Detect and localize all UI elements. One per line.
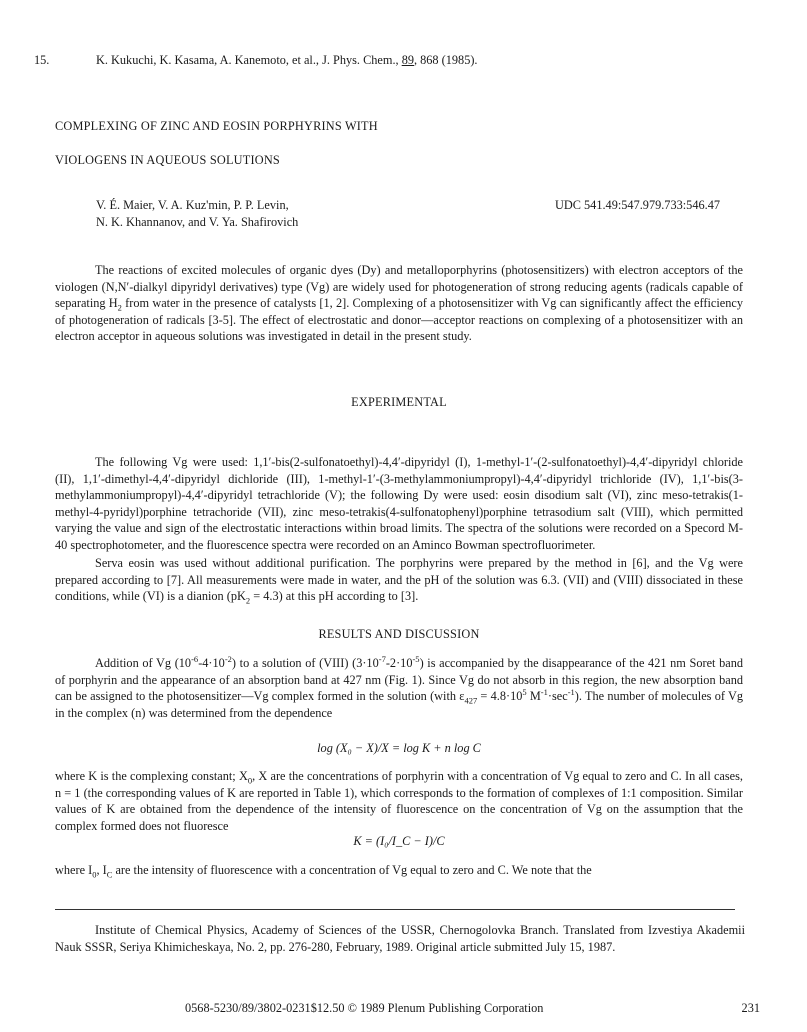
res-g: M bbox=[526, 689, 541, 704]
where2-sub1: 0 bbox=[92, 869, 97, 880]
res-a: Addition of Vg (10 bbox=[95, 656, 192, 670]
intro-text-b: from water in the presence of catalysts [1, 2]. Complexing of a photosensitizer with Vg can significantly affect the efficiency of photogeneration of radicals [3-5]. The effect of electrostatic and donor—acceptor reactions on complexing of a photosensitizer with an electron acceptor in aqueous solutions was investigated in detail in the present study. bbox=[55, 296, 743, 344]
exp2-text-a: Serva eosin was used without additional purification. The porphyrins were prepared by the method in [6], and the Vg were prepared according to [7]. All measurements were made in water, and the pH of the solution was 6.3. (VII) and (VIII) dissociated in these conditions, while (VI) is a dianion (pK bbox=[55, 556, 743, 604]
experimental-paragraph-1: The following Vg were used: 1,1′-bis(2-sulfonatoethyl)-4,4′-dipyridyl (I), 1-methyl-1′-(2-sulfonatoethyl)-4,4′-dipyridyl chloride (II), 1,1′-dimethyl-4,4′-dipyridyl dichloride (III), 1-methyl-1′-(3-methylammoniumpropyl)-4,4′-dipyridyl trichloride (IV), 1,1′-bis(3-methylammoniumpropyl)-4,4′-dipyridyl tetrachloride (V); the following Dy were used: eosin disodium salt (VI), zinc meso-tetrakis(1-methyl-4-pyridyl)porphine tetrachoride (VII), zinc meso-tetrakis(4-sulfonatophenyl)porphine tetrasodium salt (VIII), which permitted varying the value and sign of the electrostatic interactions within broad limits. The spectra of the solutions were recorded on a Specord M-40 spectrophotometer, and the fluorescence spectra were recorded on an Aminco Bowman spectrofluorimeter. bbox=[55, 455, 743, 552]
res-c: ) to a solution of (VIII) (3·10 bbox=[231, 656, 379, 670]
where1-a: where K is the complexing constant; X bbox=[55, 769, 248, 783]
where1-b: , X are the concentrations of porphyrin with a concentration of Vg equal to zero and C. In all cases, n = 1 (the corresponding values of K are reported in Table 1), which corresponds to the formation of complexes of 1:1 composition. Similar values of K are obtained from the dependence of the intensity of fluorescence on the concentration of Vg on the assumption that the complex formed does not fluoresce bbox=[55, 769, 743, 833]
intro-paragraph bbox=[55, 262, 743, 345]
article-title-line-1: COMPLEXING OF ZINC AND EOSIN PORPHYRINS WITH bbox=[55, 119, 378, 133]
res-sup1: -6 bbox=[191, 653, 199, 664]
res-sup5: 5 bbox=[522, 687, 527, 698]
results-paragraph-1 bbox=[55, 655, 743, 721]
res-sup2: -2 bbox=[224, 653, 232, 664]
heading-experimental: EXPERIMENTAL bbox=[351, 395, 447, 409]
footnote-divider bbox=[55, 909, 735, 910]
res-i: ). The number of molecules of Vg in the complex (n) was determined from the dependence bbox=[55, 689, 743, 720]
where2-b: , I bbox=[96, 863, 107, 877]
reference-entry bbox=[34, 52, 734, 69]
article-title-line-2: VIOLOGENS IN AQUEOUS SOLUTIONS bbox=[55, 153, 280, 167]
reference-volume: 89 bbox=[401, 53, 414, 67]
authors-line-1: V. É. Maier, V. A. Kuz'min, P. P. Levin, bbox=[96, 198, 289, 212]
reference-tail: , 868 (1985). bbox=[413, 53, 478, 67]
intro-sub: 2 bbox=[117, 302, 122, 313]
where-paragraph-2 bbox=[55, 862, 743, 879]
page-number: 231 bbox=[741, 1001, 760, 1015]
res-sub1: 427 bbox=[464, 695, 478, 706]
where1-sub: 0 bbox=[247, 775, 253, 786]
exp2-sub: 2 bbox=[245, 595, 251, 606]
footnote: Institute of Chemical Physics, Academy of Sciences of the USSR, Chernogolovka Branch. Translated from Izvestiya Akademii Nauk SSSR, Seriya Khimicheskaya, No. 2, pp. 276-280, February, 1989. Original article submitted July 15, 1987. bbox=[55, 923, 745, 954]
experimental-paragraph-2 bbox=[55, 555, 743, 605]
authors bbox=[96, 197, 436, 230]
where2-sub2: C bbox=[106, 869, 113, 880]
res-e: ) is accompanied by the disappearance of the 421 nm Soret band of porphyrin and the appearance of an absorption band at 427 nm (Fig. 1). Since Vg do not absorb in this region, the new absorption band can be assigned to the photosensitizer—Vg complex formed in the solution (with ε bbox=[55, 656, 743, 704]
authors-line-2: N. K. Khannanov, and V. Ya. Shafirovich bbox=[96, 214, 299, 229]
equation-2: K = (I₀/I_C − I)/C bbox=[353, 834, 445, 848]
where2-a: where I bbox=[55, 863, 93, 877]
reference-number: 15. bbox=[34, 53, 50, 67]
reference-text: K. Kukuchi, K. Kasama, A. Kanemoto, et al., J. Phys. Chem., bbox=[96, 53, 399, 67]
res-f: = 4.8·10 bbox=[477, 689, 523, 704]
res-b: -4·10 bbox=[198, 656, 225, 670]
res-d: -2·10 bbox=[385, 656, 413, 670]
footer-copyright: 0568-5230/89/3802-0231$12.50 © 1989 Plenum Publishing Corporation bbox=[185, 1001, 544, 1015]
where-paragraph-1 bbox=[55, 768, 743, 834]
res-sup3: -7 bbox=[378, 653, 386, 664]
heading-results: RESULTS AND DISCUSSION bbox=[318, 627, 480, 641]
where2-c: are the intensity of fluorescence with a concentration of Vg equal to zero and C. We note that the bbox=[112, 863, 592, 877]
res-sup7: -1 bbox=[567, 687, 575, 698]
res-h: ·sec bbox=[547, 689, 568, 704]
res-sup4: -5 bbox=[412, 653, 420, 664]
udc-code: UDC 541.49:547.979.733:546.47 bbox=[555, 198, 720, 212]
res-sup6: -1 bbox=[540, 687, 548, 698]
equation-1: log (X₀ − X)/X = log K + n log C bbox=[317, 741, 481, 755]
exp2-text-b: = 4.3) at this pH according to [3]. bbox=[250, 589, 419, 604]
intro-text-a: The reactions of excited molecules of organic dyes (Dy) and metalloporphyrins (photosensitizers) with electron acceptors of the viologen (N,N′-dialkyl dipyridyl derivatives) type (Vg) are widely used for photogeneration of strong reducing agents (radicals capable of separating H bbox=[55, 263, 743, 311]
